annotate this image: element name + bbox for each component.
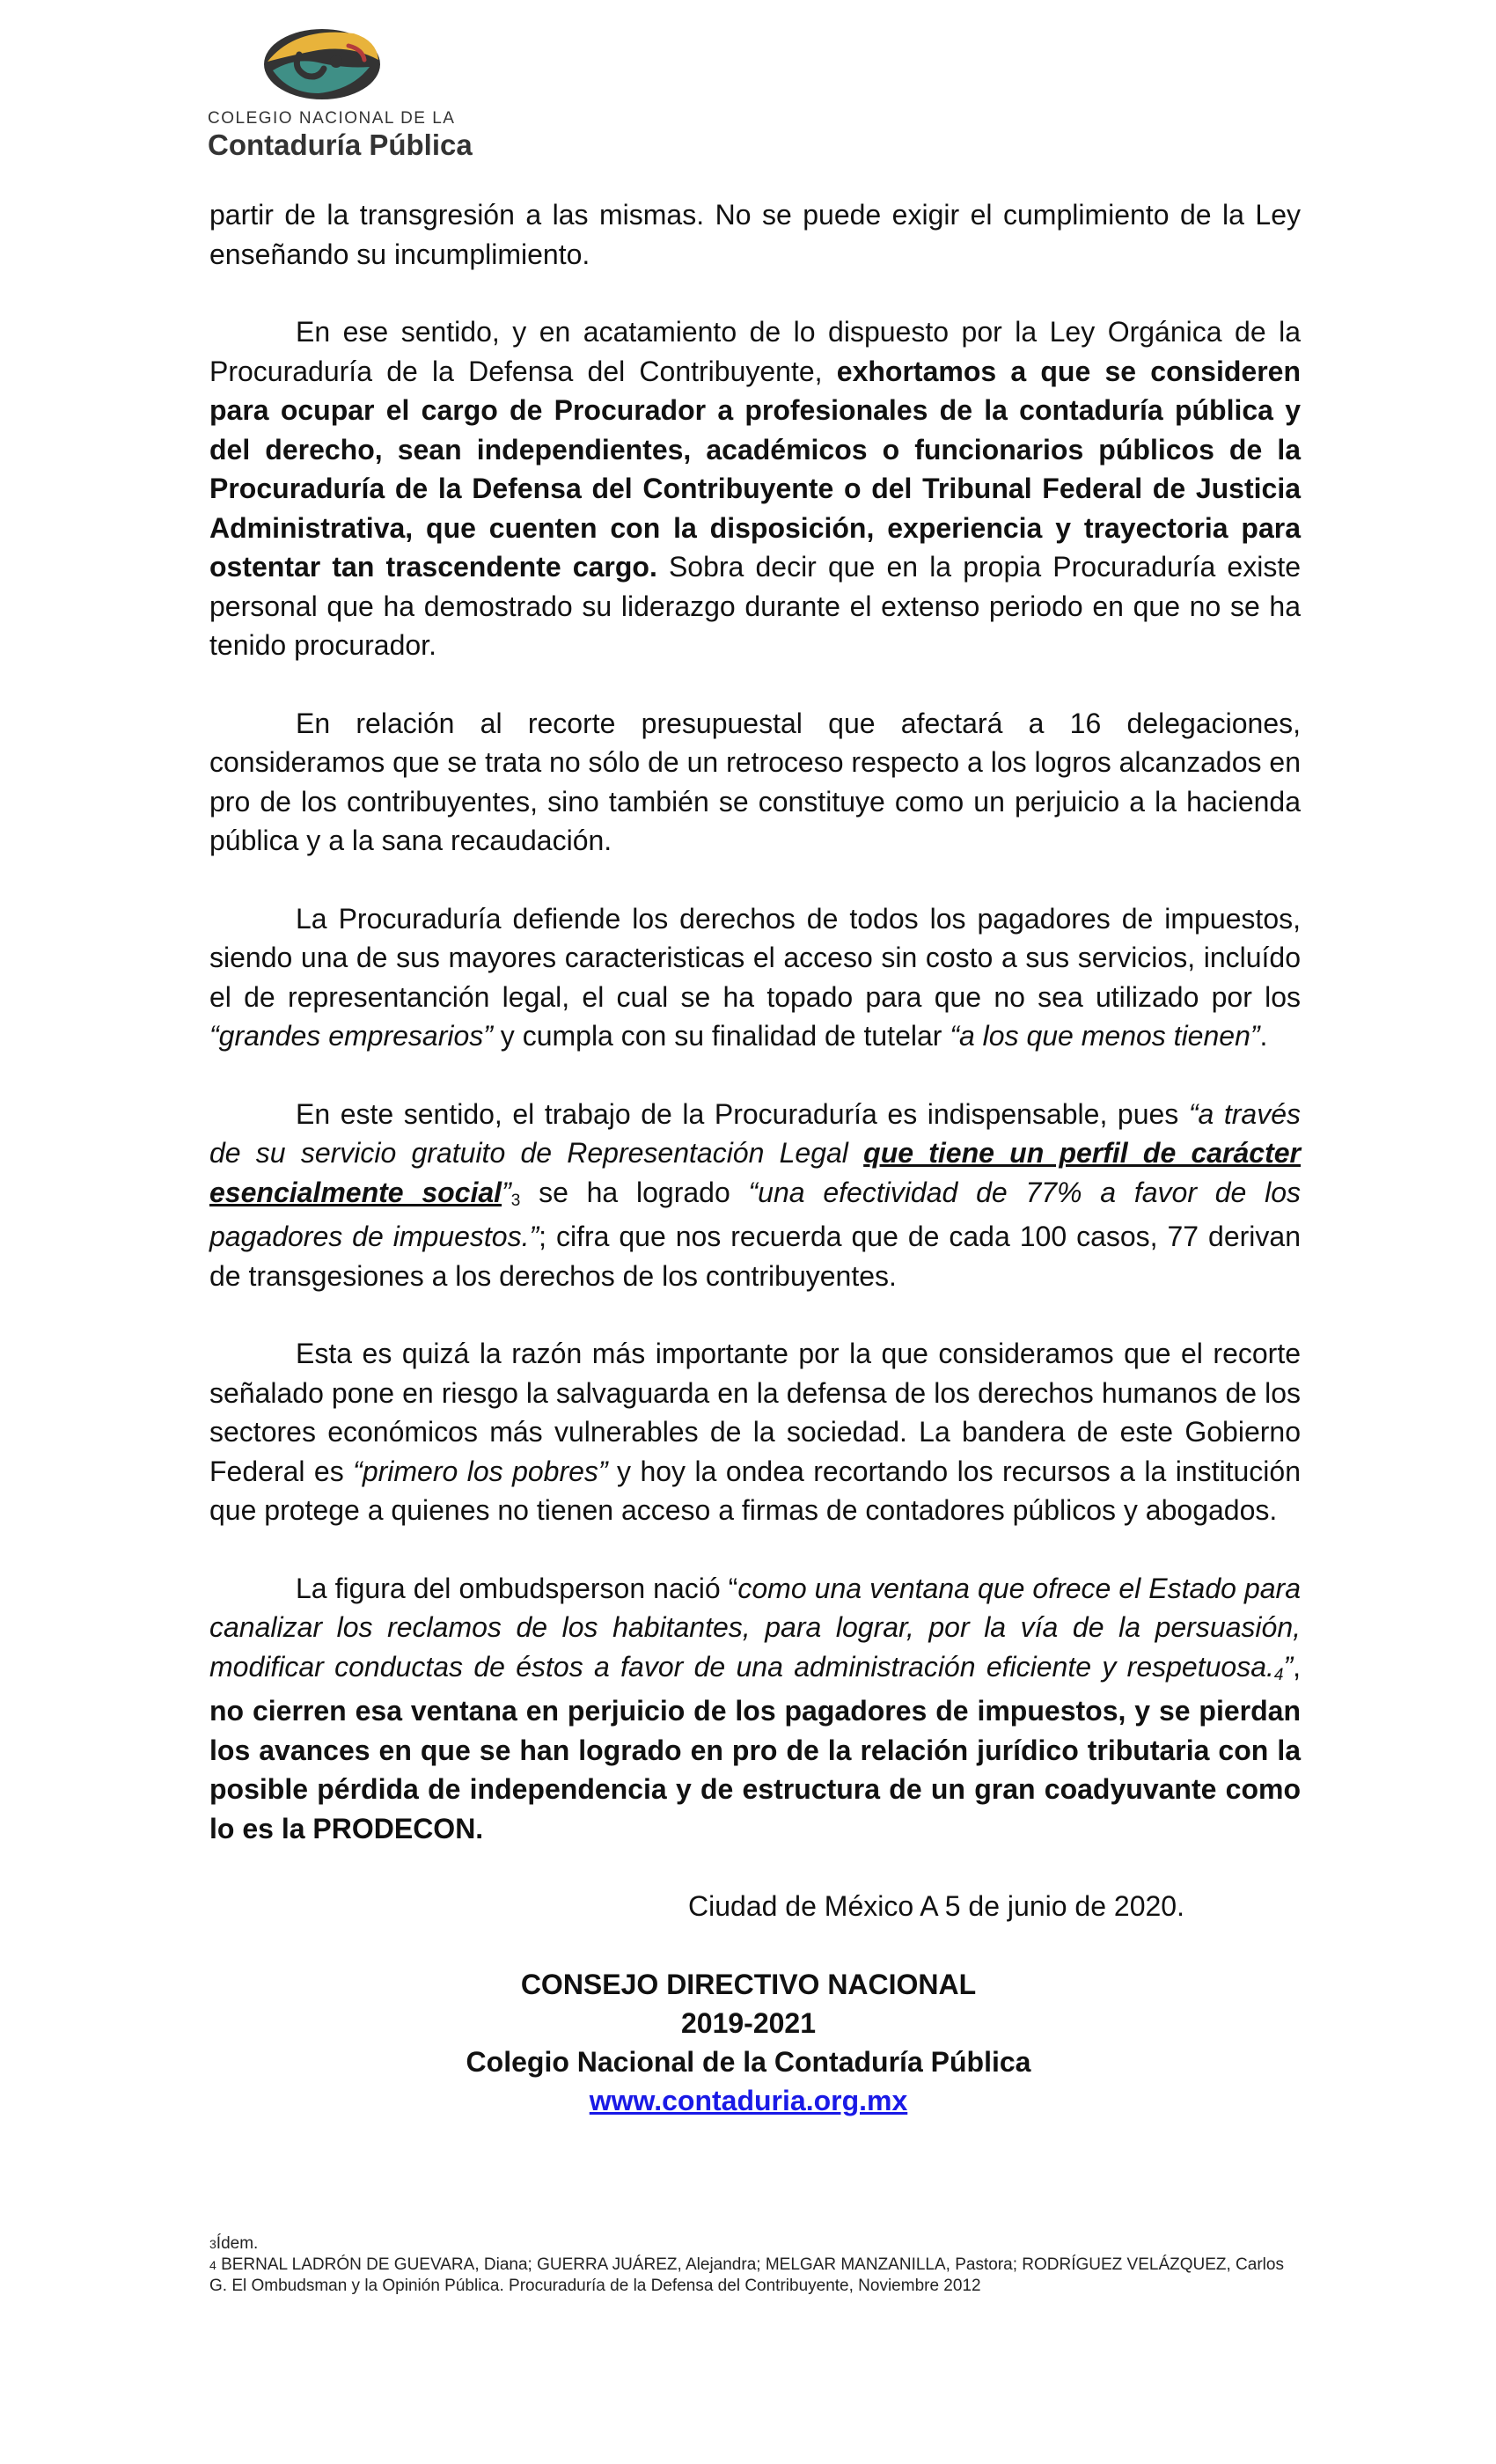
paragraph-7-bold: no cierren esa ventana en perjuicio de los pagadores de impuestos, y se pierdan los avances en que se han logrado en pro de la relación jurídico tributaria con la posible pérdida de independencia y de estructura de un gran coadyuvante como lo es la PRODECON.	[209, 1695, 1301, 1844]
paragraph-7-text-a: La figura del ombudsperson nació “	[296, 1572, 738, 1604]
paragraph-5-text-a: En este sentido, el trabajo de la Procuraduría es indispensable, pues	[296, 1097, 1189, 1130]
paragraph-3	[209, 704, 1301, 861]
paragraph-2-bold: exhortamos a que se consideren para ocupar el cargo de Procurador a profesionales de la contaduría pública y del derecho, sean independientes, académicos o funcionarios públicos de la Procuraduría de la Defensa del Contribuyente o del Tribunal Federal de Justicia Administrativa, que cuenten con la disposición, experiencia y trayectoria para ostentar tan trascendente cargo.	[209, 355, 1301, 583]
paragraph-5-quote-2: “una efectividad de 77% a favor de los pagadores de impuestos.”	[209, 1176, 1302, 1252]
footnote-4	[209, 2255, 1301, 2297]
signature-block	[196, 1965, 1301, 2120]
paragraph-5-text-g: ; cifra que nos recuerda que de cada 100 casos, 77 derivan de transgesiones a los derechos de los contribuyentes.	[209, 1221, 1302, 1292]
paragraph-2	[209, 312, 1301, 665]
paragraph-2-text-a: En ese sentido, y en acatamiento de lo dispuesto por la Ley Orgánica de la Procuraduría de la Defensa del Contribuyente,	[209, 316, 1301, 387]
paragraph-1-text: partir de la transgresión a las mismas. No se puede exigir el cumplimiento de la Ley enseñando su incumplimiento.	[209, 199, 1301, 270]
paragraph-7-quote: como una ventana que ofrece el Estado para canalizar los reclamos de los habitantes, para lograr, por la vía de la persuasión, modificar conductas de éstos a favor de una administración eficiente y respetuosa.	[209, 1572, 1302, 1683]
footnote-4-number: 4	[209, 2258, 216, 2272]
signature-line-1: CONSEJO DIRECTIVO NACIONAL	[520, 1968, 977, 2000]
footnote-ref-3: 3	[510, 1191, 521, 1210]
place-and-date: Ciudad de México A 5 de junio de 2020.	[688, 1890, 1184, 1922]
paragraph-5-quote-1: “a través de su servicio gratuito de Representación Legal	[209, 1097, 1302, 1169]
paragraph-5	[209, 1095, 1301, 1296]
footnote-4-text: BERNAL LADRÓN DE GUEVARA, Diana; GUERRA JUÁREZ, Alejandra; MELGAR MANZANILLA, Pastora; RODRÍGUEZ VELÁZQUEZ, Carlos G. El Ombudsman y la Opinión Pública. Procuraduría de la Defensa del Contribuyente, Noviembre 2012	[209, 2255, 1284, 2295]
paragraph-6-text-a: Esta es quizá la razón más importante por la que consideramos que el recorte señalado pone en riesgo la salvaguarda en la defensa de los derechos humanos de los sectores económicos más vulnerables de la sociedad. La bandera de este Gobierno Federal es	[209, 1338, 1301, 1487]
paragraph-4-text-a: La Procuraduría defiende los derechos de todos los pagadores de impuestos, siendo una de sus mayores caracteristicas el acceso sin costo a sus servicios, incluído el de representanción legal, el cual se ha topado para que no sea utilizado por los	[209, 902, 1301, 1013]
footnotes	[209, 2233, 1301, 2297]
paragraph-7	[209, 1569, 1301, 1849]
paragraph-3-text: En relación al recorte presupuestal que afectará a 16 delegaciones, consideramos que se trata no sólo de un retroceso respecto a los logros alcanzados en pro de los contribuyentes, sino también se constituye como un perjuicio a la hacienda pública y a la sana recaudación.	[209, 707, 1301, 856]
letter-body	[209, 195, 1301, 2120]
logo-emblem-icon	[260, 25, 384, 104]
paragraph-7-close-quote: ”	[1283, 1650, 1294, 1683]
footnote-3-number: 3	[209, 2237, 216, 2251]
signature-line-2: 2019-2021	[680, 2006, 817, 2039]
paragraph-6-text-c: y hoy la ondea recortando los recursos a la institución que protege a quienes no tienen acceso a firmas de contadores públicos y abogados.	[209, 1455, 1302, 1526]
paragraph-4-quote-1: “grandes empresarios”	[209, 1020, 493, 1052]
paragraph-4-text-c: y cumpla con su finalidad de tutelar	[492, 1020, 950, 1052]
footnote-3-text: Ídem.	[216, 2234, 259, 2253]
paragraph-5-close-quote: ”	[502, 1176, 511, 1208]
logo-text-line2: Contaduría Pública	[208, 128, 473, 161]
paragraph-4-quote-2: “a los que menos tienen”	[950, 1020, 1260, 1052]
footnote-3	[209, 2233, 1301, 2255]
paragraph-6	[209, 1334, 1301, 1530]
institution-logo	[208, 25, 473, 161]
paragraph-7-comma: ,	[1293, 1650, 1301, 1683]
paragraph-4	[209, 899, 1301, 1056]
website-link[interactable]: www.contaduria.org.mx	[589, 2084, 908, 2116]
paragraph-2-text-c: Sobra decir que en la propia Procuraduría existe personal que ha demostrado su liderazgo durante el extenso periodo en que no se ha tenido procurador.	[209, 551, 1302, 661]
paragraph-5-emphasis: que tiene un perfil de carácter esencialmente social	[209, 1137, 1302, 1208]
paragraph-1	[209, 195, 1301, 274]
footnote-ref-4: 4	[1273, 1665, 1284, 1684]
paragraph-6-quote: “primero los pobres”	[353, 1455, 608, 1487]
paragraph-4-text-e: .	[1259, 1020, 1268, 1052]
logo-text-line1: COLEGIO NACIONAL DE LA	[208, 109, 456, 128]
signature-line-3: Colegio Nacional de la Contaduría Pública	[466, 2045, 1031, 2078]
paragraph-5-text-e: se ha logrado	[520, 1176, 749, 1208]
